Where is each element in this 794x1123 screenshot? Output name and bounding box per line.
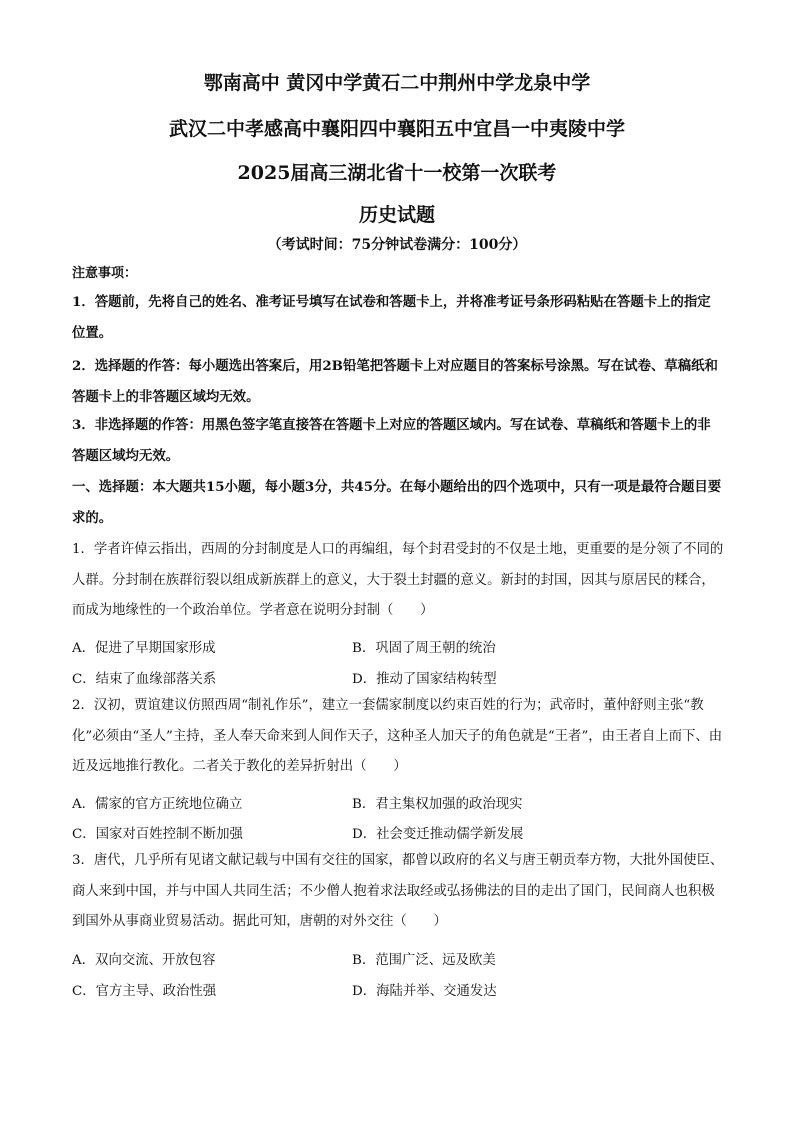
question-3-option-a: A．双向交流、开放包容 (72, 953, 216, 968)
notes-heading: 注意事项： (72, 266, 138, 281)
question-3-option-c: C．官方主导、政治性强 (72, 984, 217, 999)
question-2-stem: 2．汉初，贾谊建议仿照西周“制礼作乐”，建立一套儒家制度以约束百姓的行为；武帝时，董仲舒则主张“教化”必须由“圣人”主持，圣人奉天命来到人间作天子，这种圣人加天子的角色就是“王者”，由王者自上而下、由近及远地推行教化。二者关于教化的差异折射出（ ） (72, 698, 723, 774)
header-exam-title: 2025届高三湖北省十一校第一次联考 (237, 162, 557, 184)
question-3-stem: 3．唐代，几乎所有见诸文献记载与中国有交往的国家，都曾以政府的名义与唐王朝贡奉方物，大批外国使臣、商人来到中国，并与中国人共同生活；不少僧人抱着求法取经或弘扬佛法的目的走出了国门，民间商人也积极到国外从事商业贸易活动。据此可知，唐朝的对外交往（ ） (72, 853, 724, 929)
question-2-option-a: A．儒家的官方正统地位确立 (72, 797, 243, 812)
section-heading: 一、选择题：本大题共15小题，每小题3分，共45分。在每小题给出的四个选项中，只有一项是最符合题目要求的。 (72, 479, 722, 526)
note-item-3: 3．非选择题的作答：用黑色签字笔直接答在答题卡上对应的答题区域内。写在试卷、草稿纸和答题卡上的非答题区域均无效。 (72, 417, 711, 464)
header-schools-line-2: 武汉二中孝感高中襄阳四中襄阳五中宜昌一中夷陵中学 (168, 118, 625, 140)
question-3-option-d: D．海陆并举、交通发达 (352, 984, 497, 999)
header-exam-info: （考试时间：75分钟试卷满分：100分） (267, 237, 527, 253)
question-3-option-b: B．范围广泛、远及欧美 (352, 953, 496, 968)
question-1-option-a: A．促进了早期国家形成 (72, 641, 216, 656)
question-2-option-d: D．社会变迁推动儒学新发展 (352, 827, 524, 842)
question-2-option-b: B．君主集权加强的政治现实 (352, 797, 523, 812)
question-2-option-c: C．国家对百姓控制不断加强 (72, 827, 243, 842)
question-1-option-d: D．推动了国家结构转型 (352, 672, 497, 687)
header-schools-line-1: 鄂南高中 黄冈中学黄石二中荆州中学龙泉中学 (203, 72, 591, 94)
note-item-2: 2．选择题的作答：每小题选出答案后，用2B铅笔把答题卡上对应题目的答案标号涂黑。写在试卷、草稿纸和答题卡上的非答题区域均无效。 (72, 358, 718, 405)
question-1-option-c: C．结束了血缘部落关系 (72, 672, 217, 687)
question-1-option-b: B．巩固了周王朝的统治 (352, 641, 496, 656)
header-subject: 历史试题 (358, 204, 435, 226)
note-item-1: 1．答题前，先将自己的姓名、准考证号填写在试卷和答题卡上，并将准考证号条形码粘贴在答题卡上的指定位置。 (72, 294, 711, 341)
question-1-stem: 1．学者许倬云指出，西周的分封制度是人口的再编组，每个封君受封的不仅是土地，更重要的是分领了不同的人群。分封制在族群衍裂以组成新族群上的意义，大于裂土封疆的意义。新封的封国，因其与原居民的糅合，而成为地缘性的一个政治单位。学者意在说明分封制（ ） (72, 542, 724, 618)
